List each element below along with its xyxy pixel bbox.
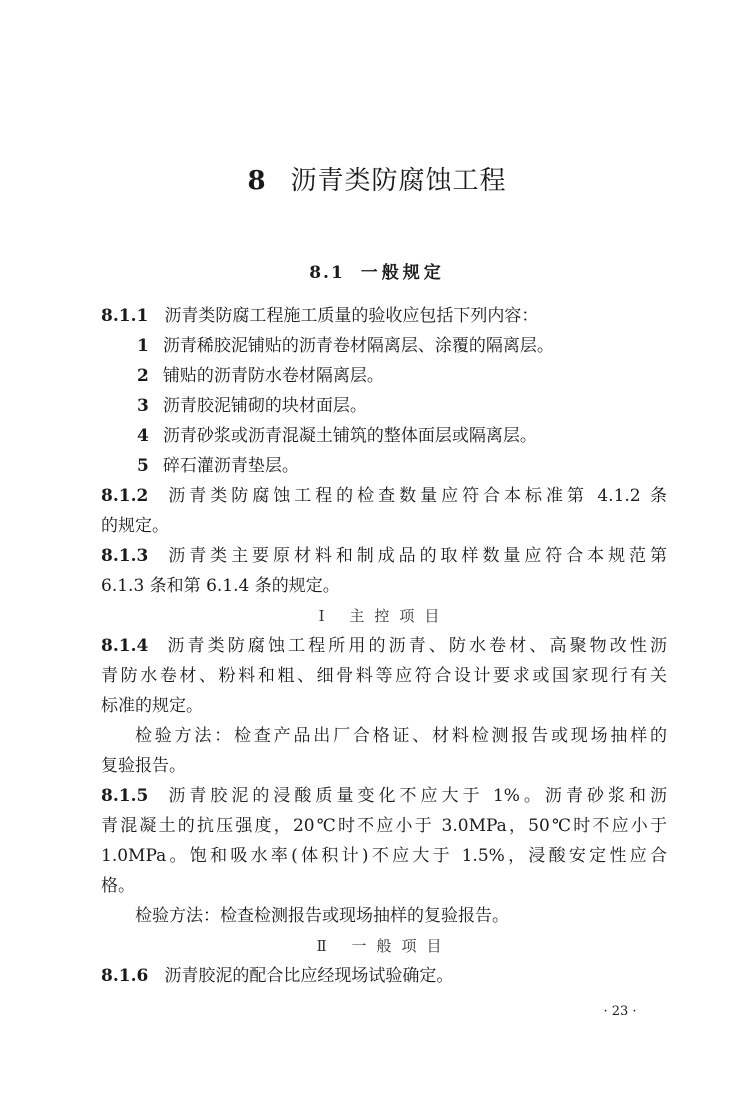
clause-text-continued: 标准的规定。 <box>101 696 203 716</box>
clause-number: 8.1.4 <box>101 636 149 656</box>
subheading-general-items: Ⅱ 一般项目 <box>316 937 452 955</box>
item-text: 铺贴的沥青防水卷材隔离层。 <box>162 366 384 386</box>
clause-text-continued: 青防水卷材、粉料和粗、细骨料等应符合设计要求或国家现行有关 <box>101 666 667 686</box>
clause-number: 8.1.2 <box>101 486 149 506</box>
clause-text: 沥青类防腐工程施工质量的验收应包括下列内容： <box>164 306 539 326</box>
chapter-title-text: 沥青类防腐蚀工程 <box>290 166 507 196</box>
clause-text-continued: 6.1.3 条和第 6.1.4 条的规定。 <box>101 576 340 596</box>
list-item <box>101 331 667 361</box>
clause-number: 8.1.6 <box>101 966 149 986</box>
clause-text-continued: 的规定。 <box>101 516 169 536</box>
body-text <box>101 301 667 991</box>
clause-text-continued: 1.0MPa。饱和吸水率(体积计)不应大于 1.5%，浸酸安定性应合 <box>101 846 667 866</box>
clause-number: 8.1.5 <box>101 786 149 806</box>
list-item <box>101 391 667 421</box>
chapter-title <box>0 160 754 197</box>
clause-text: 沥青胶泥的配合比应经现场试验确定。 <box>164 966 454 986</box>
clause-8-1-5 <box>101 781 667 811</box>
subheading-main-control-items: Ⅰ 主控项目 <box>318 607 450 625</box>
item-number: 2 <box>137 366 149 386</box>
clause-8-1-3 <box>101 541 667 571</box>
clause-8-1-6 <box>101 961 667 991</box>
item-number: 1 <box>137 336 149 356</box>
clause-8-1-4 <box>101 631 667 661</box>
chapter-number: 8 <box>247 166 267 196</box>
section-title <box>0 258 754 283</box>
clause-text: 沥青类防腐蚀工程所用的沥青、防水卷材、高聚物改性沥 <box>164 636 667 656</box>
inspection-method: 检验方法：检查产品出厂合格证、材料检测报告或现场抽样的 <box>135 726 667 746</box>
item-number: 4 <box>137 426 149 446</box>
list-item <box>101 451 667 481</box>
clause-text: 沥青类防腐蚀工程的检查数量应符合本标准第 4.1.2 条 <box>164 486 667 506</box>
list-item <box>101 421 667 451</box>
item-text: 沥青砂浆或沥青混凝土铺筑的整体面层或隔离层。 <box>162 426 537 446</box>
clause-text: 沥青胶泥的浸酸质量变化不应大于 1%。沥青砂浆和沥 <box>164 786 667 806</box>
list-item <box>101 361 667 391</box>
clause-8-1-1 <box>101 301 667 331</box>
section-number: 8.1 <box>309 263 345 283</box>
item-number: 5 <box>137 456 149 476</box>
item-number: 3 <box>137 396 149 416</box>
clause-8-1-2 <box>101 481 667 511</box>
item-text: 沥青胶泥铺砌的块材面层。 <box>162 396 367 416</box>
clause-number: 8.1.3 <box>101 546 149 566</box>
clause-text-continued: 格。 <box>101 876 135 896</box>
clause-text: 沥青类主要原材料和制成品的取样数量应符合本规范第 <box>164 546 667 566</box>
inspection-method-continued: 复验报告。 <box>101 756 186 776</box>
clause-number: 8.1.1 <box>101 306 149 326</box>
item-text: 碎石灌沥青垫层。 <box>162 456 299 476</box>
section-title-text: 一般规定 <box>360 263 445 283</box>
item-text: 沥青稀胶泥铺贴的沥青卷材隔离层、涂覆的隔离层。 <box>162 336 554 356</box>
inspection-method: 检验方法：检查检测报告或现场抽样的复验报告。 <box>135 906 509 926</box>
clause-text-continued: 青混凝土的抗压强度，20℃时不应小于 3.0MPa，50℃时不应小于 <box>101 816 667 836</box>
page-number: · 23 · <box>603 1004 637 1019</box>
